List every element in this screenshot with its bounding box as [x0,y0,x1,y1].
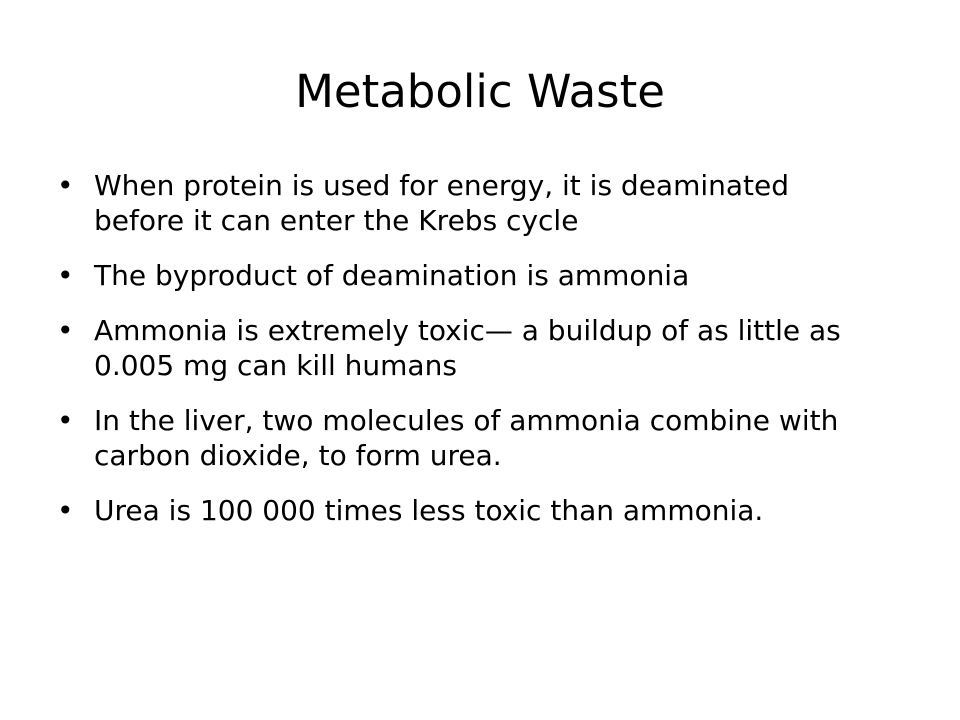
bullet-text: Ammonia is extremely toxic— a buildup of as little as 0.005 mg can kill humans [94,314,841,382]
bullet-icon: • [57,404,74,437]
bullet-icon: • [57,494,74,527]
bullet-text: In the liver, two molecules of ammonia combine with carbon dioxide, to form urea. [94,404,839,472]
slide-title: Metabolic Waste [295,65,665,118]
bullet-icon: • [57,169,74,202]
bullet-text: When protein is used for energy, it is deaminated before it can enter the Krebs cycle [94,169,790,237]
bullet-icon: • [57,314,74,347]
bullet-item [57,493,877,528]
bullet-text: The byproduct of deamination is ammonia [94,259,690,292]
bullet-item [57,258,877,293]
bullet-item [57,313,877,383]
bullet-item [57,403,877,473]
bullet-text: Urea is 100 000 times less toxic than ammonia. [94,494,764,527]
bullet-item [57,168,877,238]
bullet-list [57,168,877,548]
bullet-icon: • [57,259,74,292]
